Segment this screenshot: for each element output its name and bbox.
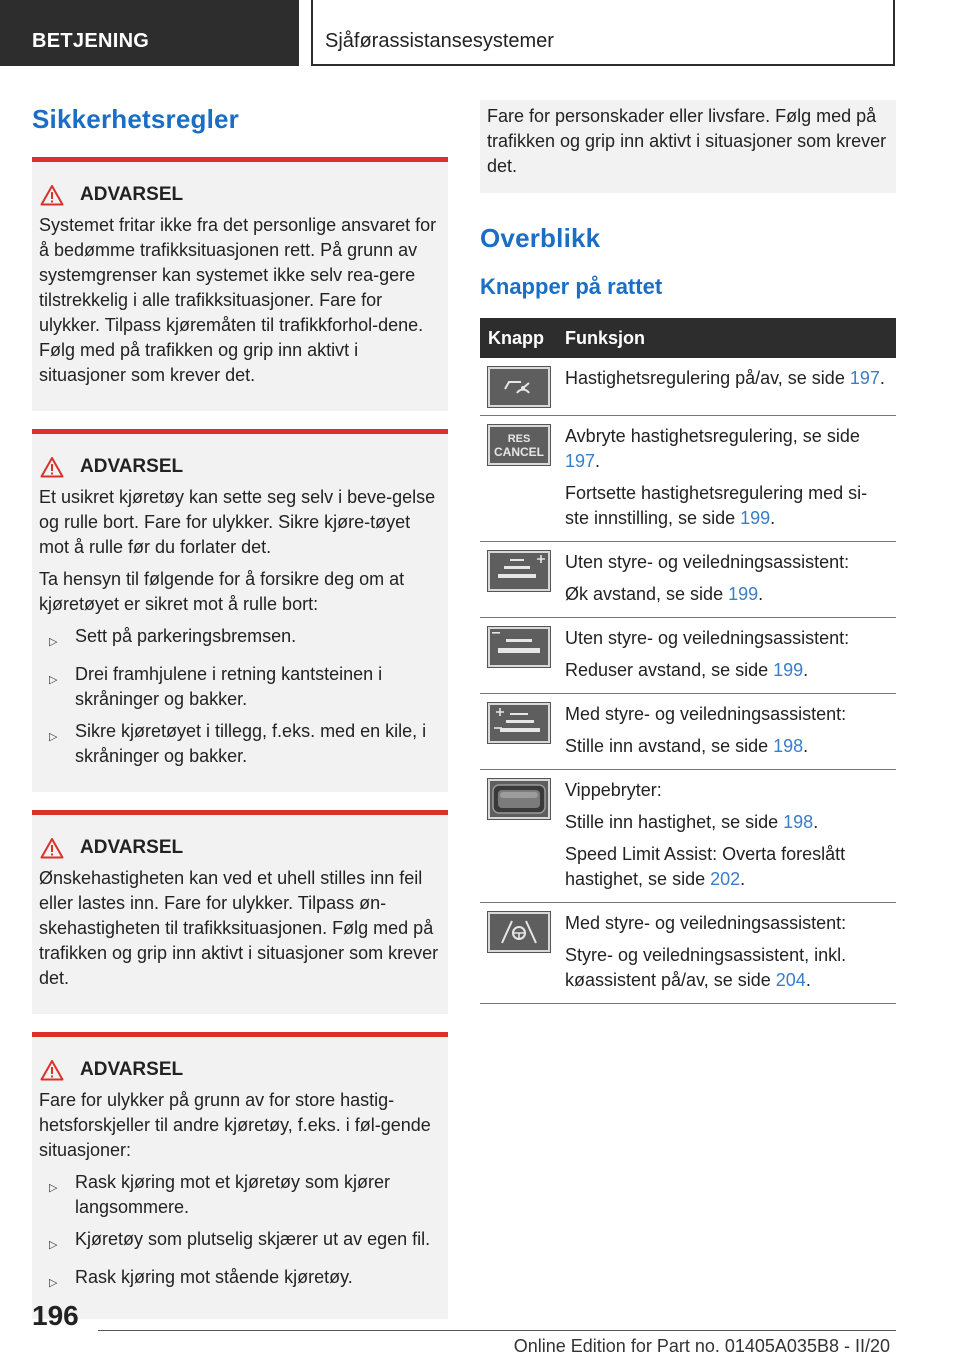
warning-text: Systemet fritar ikke fra det personlige ansvaret for å bedømme trafikksituasjonen rett. På grunn av systemgrenser kan systemet ikke selv rea-gere tilstrekkelig i alle trafikksituasjoner. Fare for ulykker. Tilpass kjøremåten til trafikkforhol-dene. Følg med på trafikken og grip inn aktivt i situasjoner som krever det. <box>39 215 437 385</box>
left-column <box>32 100 448 1337</box>
warnings-list <box>32 157 448 1319</box>
col-header-function: Funksjon <box>557 318 896 358</box>
table-row <box>480 358 896 416</box>
warning-label: ADVARSEL <box>80 456 184 477</box>
page-reference-link[interactable]: 198 <box>773 736 804 756</box>
warning-box <box>32 157 448 411</box>
continued-warning-note: Fare for personskader eller livsfare. Følg med på trafikken og grip inn aktivt i situasjoner som krever det. <box>480 100 896 193</box>
warning-box <box>32 810 448 1014</box>
header-section-label: BETJENING <box>0 0 299 66</box>
button-cell <box>480 618 557 694</box>
function-text: Speed Limit Assist: Overta foreslått hastighet, se side 202. <box>565 844 846 889</box>
bullet-triangle-icon: ▷ <box>49 1182 58 1194</box>
list-item-text: Rask kjøring mot stående kjøretøy. <box>75 1267 353 1287</box>
table-row <box>480 416 896 542</box>
rocker-switch-icon <box>488 779 550 819</box>
function-text: Fortsette hastighetsregulering med si-ste innstilling, se side 199. <box>565 483 868 528</box>
warning-heading <box>39 835 440 860</box>
warning-bullet-list <box>39 1170 440 1296</box>
list-item <box>39 624 440 655</box>
right-column <box>480 100 896 1004</box>
function-cell <box>557 770 896 903</box>
page-reference-link[interactable]: 204 <box>775 970 806 990</box>
table-row <box>480 770 896 903</box>
bullet-triangle-icon: ▷ <box>49 1239 58 1251</box>
function-text: Hastighetsregulering på/av, se side 197. <box>565 368 885 388</box>
list-item-text: Kjøretøy som plutselig skjærer ut av egen fil. <box>75 1229 431 1249</box>
bullet-triangle-icon: ▷ <box>49 1277 58 1289</box>
bullet-triangle-icon: ▷ <box>49 731 58 743</box>
function-text: Med styre- og veiledningsassistent: <box>565 704 847 724</box>
warning-label: ADVARSEL <box>80 837 184 858</box>
warning-triangle-icon <box>40 184 64 206</box>
button-cell <box>480 694 557 770</box>
warning-heading <box>39 182 440 207</box>
warning-text: Ønskehastigheten kan ved et uhell stilles inn feil eller lastes inn. Fare for ulykker. Tilpass øn-skehastigheten til trafikksituasjonen. Følg med på trafikken og grip inn aktivt i situasjoner som krever det. <box>39 868 439 988</box>
warning-box <box>32 1032 448 1319</box>
list-item-text: Rask kjøring mot et kjøretøy som kjører langsommere. <box>75 1172 391 1217</box>
table-row <box>480 694 896 770</box>
list-item <box>39 1170 440 1220</box>
function-text: Uten styre- og veiledningsassistent: <box>565 552 850 572</box>
function-text: Stille inn avstand, se side 198. <box>565 736 809 756</box>
table-row <box>480 618 896 694</box>
button-cell <box>480 903 557 1004</box>
cruise-control-icon <box>488 367 550 407</box>
bullet-triangle-icon: ▷ <box>49 636 58 648</box>
warning-label: ADVARSEL <box>80 184 184 205</box>
footer-edition: Online Edition for Part no. 01405A035B8 - II/20 <box>513 1336 890 1356</box>
warning-triangle-icon <box>40 1059 64 1081</box>
section-title-safety: Sikkerhetsregler <box>32 104 239 134</box>
list-item <box>39 662 440 712</box>
function-text: Øk avstand, se side 199. <box>565 584 764 604</box>
function-text: Avbryte hastighetsregulering, se side 197. <box>565 426 860 471</box>
distance-increase-icon <box>488 551 550 591</box>
function-text: Styre- og veiledningsassistent, inkl. køassistent på/av, se side 204. <box>565 945 847 990</box>
col-header-button: Knapp <box>480 318 557 358</box>
function-cell <box>557 618 896 694</box>
svg-text:CANCEL: CANCEL <box>494 445 544 459</box>
warning-heading <box>39 1057 440 1082</box>
section-title-overview: Overblikk <box>480 223 601 253</box>
button-cell <box>480 770 557 903</box>
function-cell <box>557 903 896 1004</box>
svg-text:RES: RES <box>507 433 531 445</box>
function-text: Stille inn hastighet, se side 198. <box>565 812 819 832</box>
bullet-triangle-icon: ▷ <box>49 674 58 686</box>
distance-decrease-icon <box>488 627 550 667</box>
function-cell <box>557 358 896 416</box>
function-cell <box>557 542 896 618</box>
list-item-text: Drei framhjulene i retning kantsteinen i skråninger og bakker. <box>75 664 383 709</box>
page-number: 196 <box>32 1300 79 1331</box>
table-header-row <box>480 318 896 358</box>
function-text: Vippebryter: <box>565 780 662 800</box>
page-reference-link[interactable]: 198 <box>783 812 814 832</box>
list-item-text: Sett på parkeringsbremsen. <box>75 626 297 646</box>
page-reference-link[interactable]: 197 <box>565 451 596 471</box>
warning-label: ADVARSEL <box>80 1059 184 1080</box>
list-item-text: Sikre kjøretøyet i tillegg, f.eks. med en kile, i skråninger og bakker. <box>75 721 427 766</box>
distance-adjust-icon <box>488 703 550 743</box>
list-item <box>39 719 440 769</box>
warning-box <box>32 429 448 792</box>
button-cell <box>480 358 557 416</box>
button-cell <box>480 416 557 542</box>
page-reference-link[interactable]: 199 <box>773 660 804 680</box>
steering-assistant-icon <box>488 912 550 952</box>
warning-bullet-list <box>39 624 440 769</box>
list-item <box>39 1227 440 1258</box>
function-cell <box>557 694 896 770</box>
footer-divider <box>98 1330 896 1331</box>
function-text: Reduser avstand, se side 199. <box>565 660 809 680</box>
warning-text: Fare for ulykker på grunn av for store hastig-hetsforskjeller til andre kjøretøy, f.eks. i føl-gende situasjoner: <box>39 1090 431 1160</box>
list-item <box>39 1265 440 1296</box>
function-text: Uten styre- og veiledningsassistent: <box>565 628 850 648</box>
subsection-title-buttons: Knapper på rattet <box>480 274 663 299</box>
function-cell <box>557 416 896 542</box>
function-text: Med styre- og veiledningsassistent: <box>565 913 847 933</box>
page-reference-link[interactable]: 202 <box>710 869 741 889</box>
warning-heading <box>39 454 440 479</box>
page-header <box>0 0 960 66</box>
buttons-table <box>480 318 896 1004</box>
page-reference-link[interactable]: 199 <box>740 508 771 528</box>
warning-triangle-icon <box>40 837 64 859</box>
warning-text: Ta hensyn til følgende for å forsikre deg om at kjøretøyet er sikret mot å rulle bort: <box>39 569 405 614</box>
table-row <box>480 903 896 1004</box>
warning-text: Et usikret kjøretøy kan sette seg selv i beve-gelse og rulle bort. Fare for ulykker. Sikre kjøre-tøyet mot å rulle før du forlater det. <box>39 487 436 557</box>
page-reference-link[interactable]: 197 <box>849 368 880 388</box>
header-chapter-label: Sjåførassistansesystemer <box>311 0 895 66</box>
table-row <box>480 542 896 618</box>
button-cell <box>480 542 557 618</box>
page-reference-link[interactable]: 199 <box>728 584 759 604</box>
warning-triangle-icon <box>40 456 64 478</box>
res-cancel-icon <box>488 425 550 465</box>
